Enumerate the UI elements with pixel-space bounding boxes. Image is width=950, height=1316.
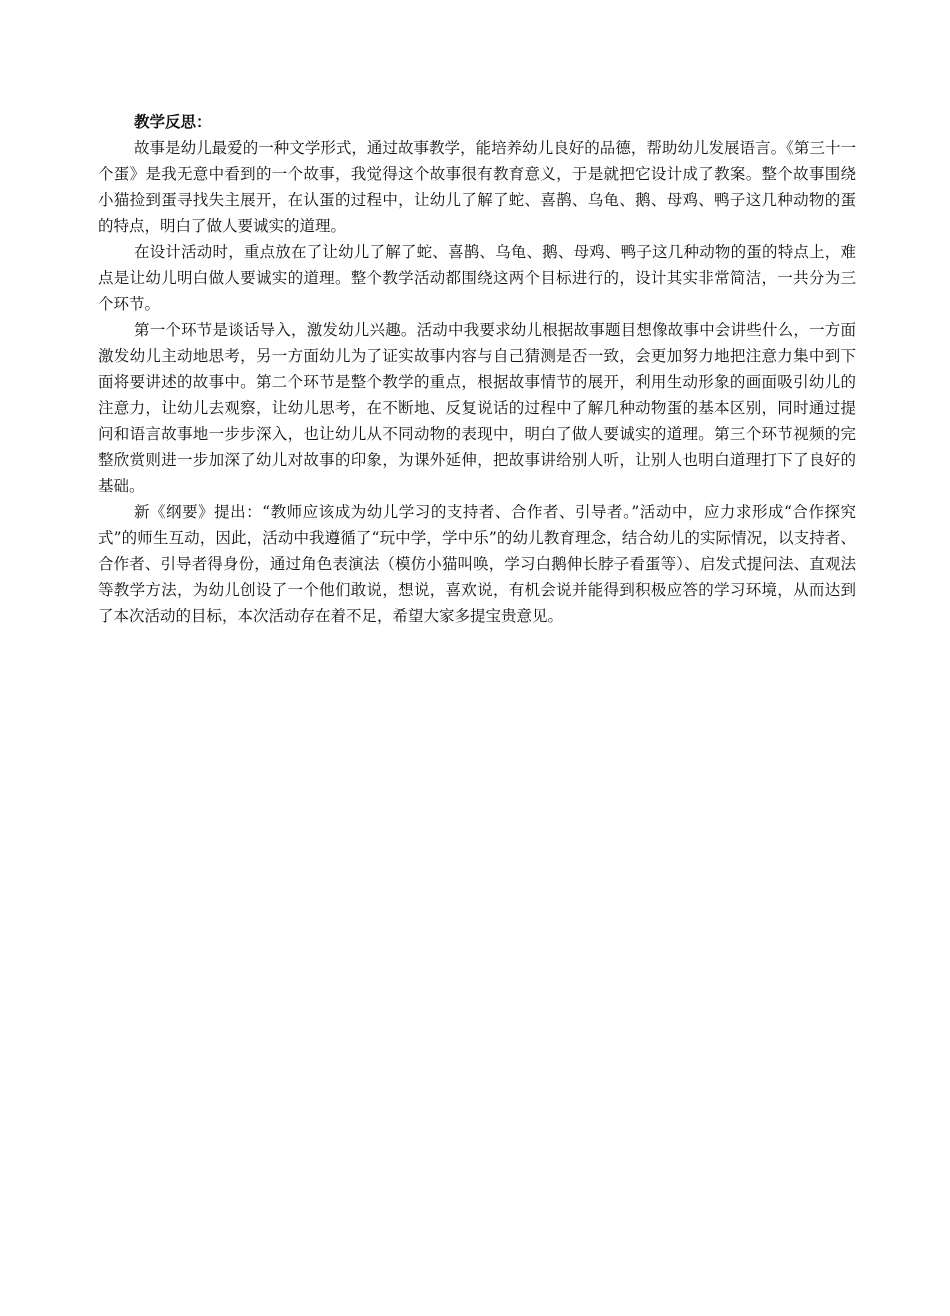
paragraph-three-stages: 第一个环节是谈话导入，激发幼儿兴趣。活动中我要求幼儿根据故事题目想像故事中会讲些什么，一方面激发幼儿主动地思考，另一方面幼儿为了证实故事内容与自己猜测是否一致，会更加努力地把注意力集中到下面将要讲述的故事中。第二个环节是整个教学的重点，根据故事情节的展开，利用生动形象的画面吸引幼儿的注意力，让幼儿去观察，让幼儿思考，在不断地、反复说话的过程中了解几种动物蛋的基本区别，同时通过提问和语言故事地一步步深入，也让幼儿从不同动物的表现中，明白了做人要诚实的道理。第三个环节视频的完整欣赏则进一步加深了幼儿对故事的印象，为课外延伸，把故事讲给别人听，让别人也明白道理打下了良好的基础。	[98, 321, 856, 495]
document-body	[98, 109, 856, 629]
paragraph-intro: 故事是幼儿最爱的一种文学形式，通过故事教学，能培养幼儿良好的品德，帮助幼儿发展语言。《第三十一个蛋》是我无意中看到的一个故事，我觉得这个故事很有教育意义，于是就把它设计成了教案。整个故事围绕小猫捡到蛋寻找失主展开，在认蛋的过程中，让幼儿了解了蛇、喜鹊、乌龟、鹅、母鸡、鸭子这几种动物的蛋的特点，明白了做人要诚实的道理。	[98, 139, 856, 235]
section-heading: 教学反思：	[134, 112, 212, 131]
paragraph-guidelines: 新《纲要》提出：“教师应该成为幼儿学习的支持者、合作者、引导者。”活动中，应力求形成“合作探究式”的师生互动，因此，活动中我遵循了“玩中学，学中乐”的幼儿教育理念，结合幼儿的实际情况，以支持者、合作者、引导者得身份，通过角色表演法（模仿小猫叫唤，学习白鹅伸长脖子看蛋等）、启发式提问法、直观法等教学方法，为幼儿创设了一个他们敢说，想说，喜欢说，有机会说并能得到积极应答的学习环境，从而达到了本次活动的目标，本次活动存在着不足，希望大家多提宝贵意见。	[98, 503, 856, 625]
paragraph-design-focus: 在设计活动时，重点放在了让幼儿了解了蛇、喜鹊、乌龟、鹅、母鸡、鸭子这几种动物的蛋的特点上，难点是让幼儿明白做人要诚实的道理。整个教学活动都围绕这两个目标进行的，设计其实非常简洁，一共分为三个环节。	[98, 243, 856, 313]
